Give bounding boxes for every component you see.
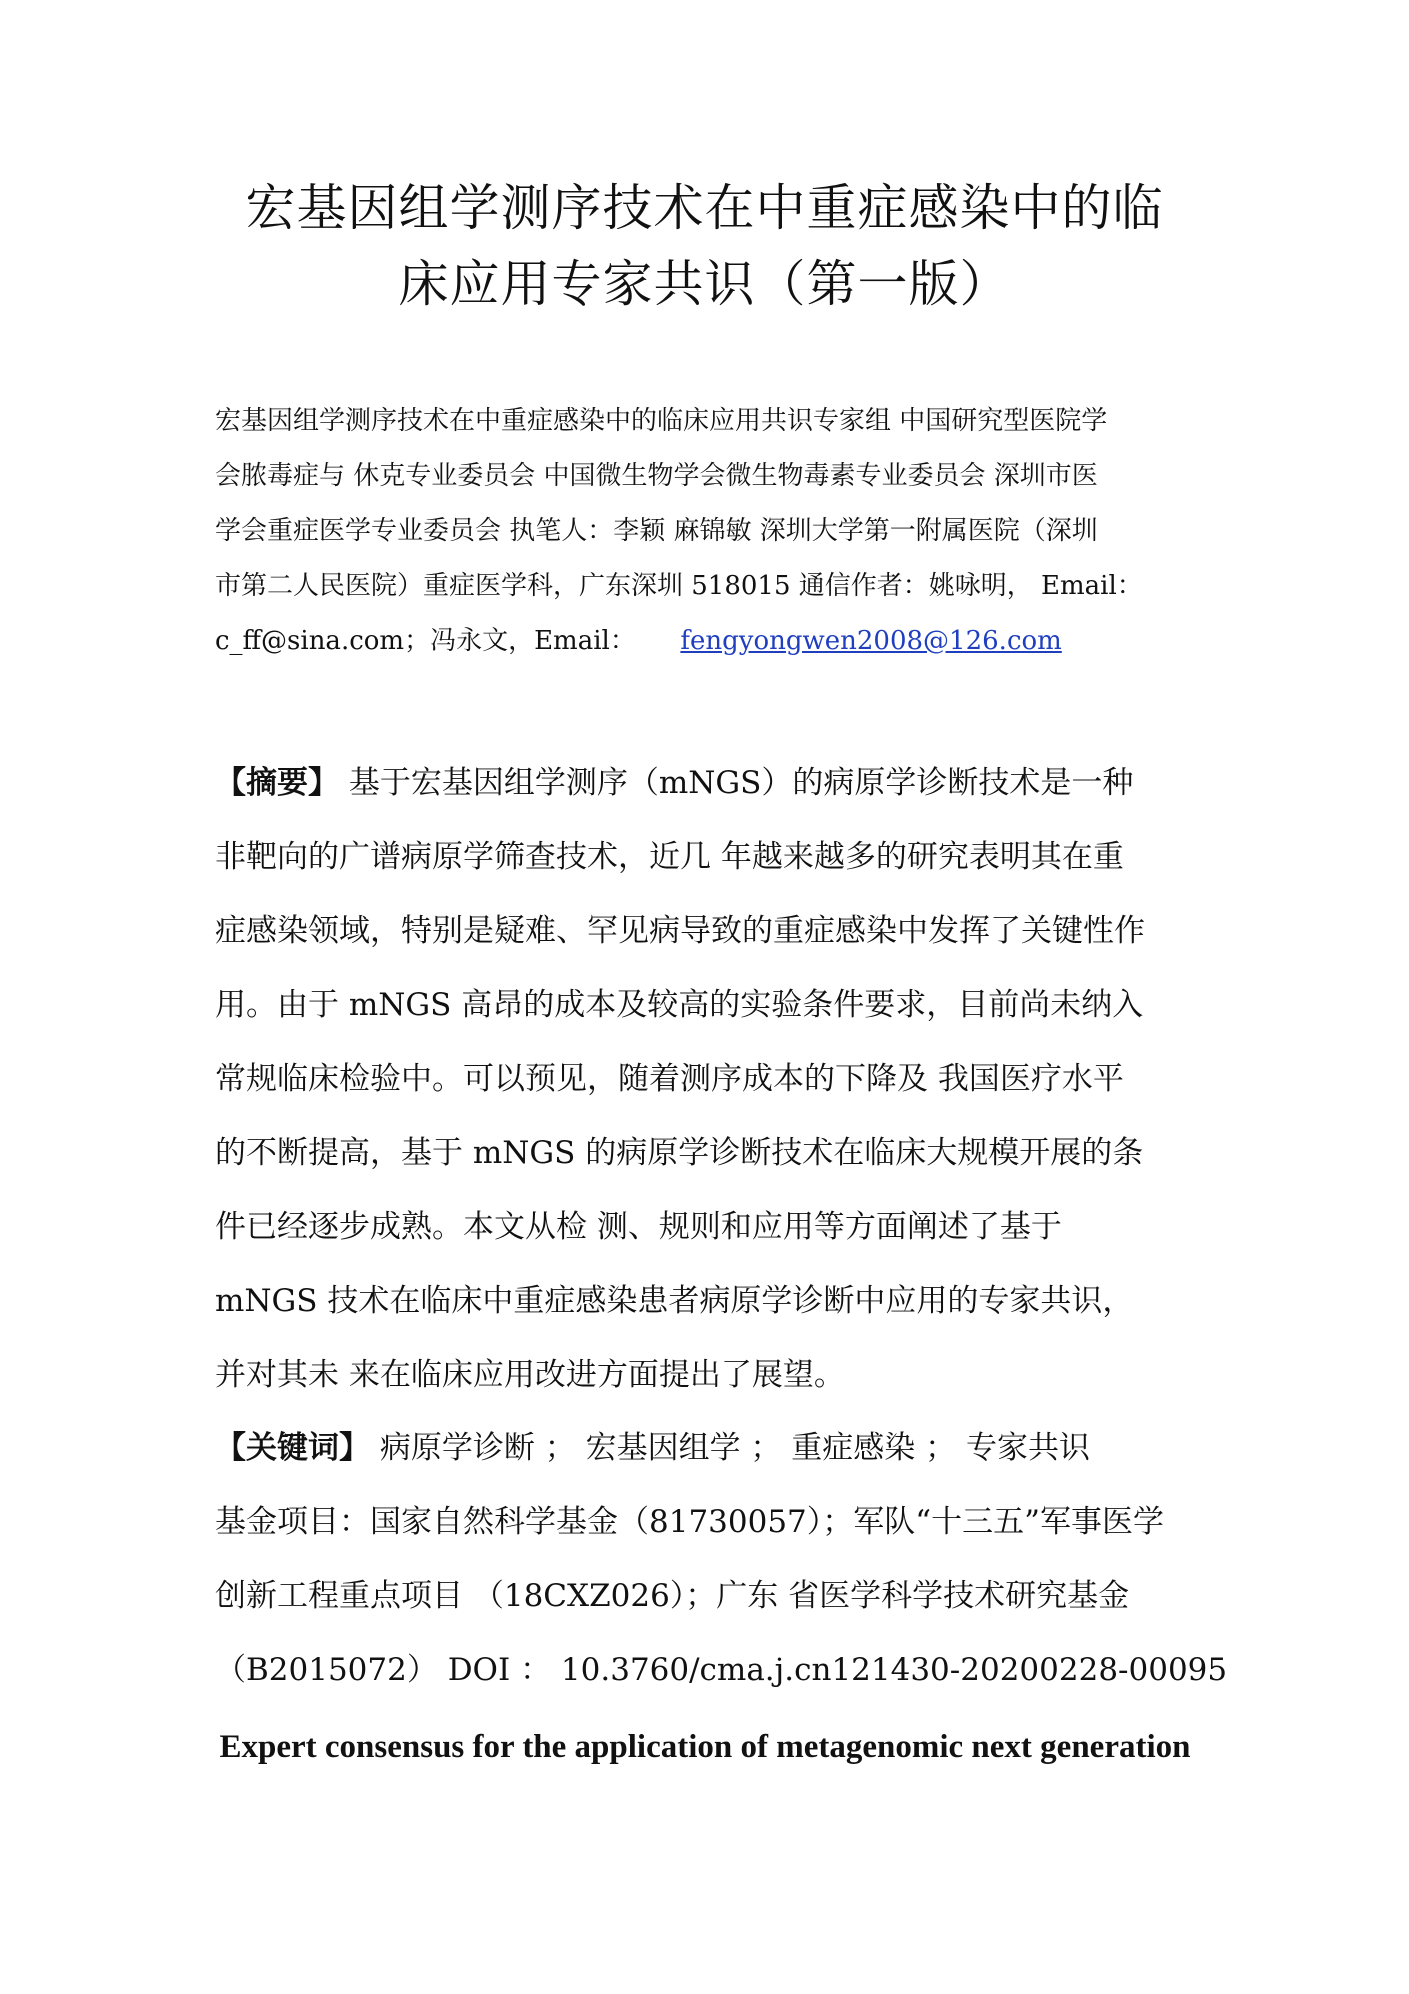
abstract-line-6: 的不断提高，基于 mNGS 的病原学诊断技术在临床大规模开展的条: [215, 1135, 1144, 1171]
abstract-text: 基于宏基因组学测序（mNGS）的病原学诊断技术是一种: [348, 765, 1134, 801]
english-title: Expert consensus for the application of metagenomic next generation: [219, 1729, 1191, 1765]
keywords-line: [215, 1428, 1205, 1468]
abstract-line-4: 用。由于 mNGS 高昂的成本及较高的实验条件要求，目前尚未纳入: [215, 987, 1144, 1023]
funding-line-2: 创新工程重点项目 （18CXZ026）；广东 省医学科学技术研究基金: [215, 1578, 1130, 1614]
abstract-line-8: mNGS 技术在临床中重症感染患者病原学诊断中应用的专家共识，: [215, 1283, 1134, 1319]
document-title-line-2: 床应用专家共识（第一版）: [398, 255, 1011, 313]
contact-email-text: c_ff@sina.com；冯永文，Email：: [215, 626, 636, 656]
abstract-line-9: 并对其未 来在临床应用改进方面提出了展望。: [215, 1357, 845, 1393]
abstract-line-1: [215, 763, 1205, 803]
abstract-line-2: 非靶向的广谱病原学筛查技术，近几 年越来越多的研究表明其在重: [215, 839, 1124, 875]
author-info-line-2: 会脓毒症与 休克专业委员会 中国微生物学会微生物毒素专业委员会 深圳市医: [215, 461, 1098, 491]
funding-line-1: 基金项目：国家自然科学基金（81730057）；军队“十三五”军事医学: [215, 1504, 1164, 1540]
keywords-text: 病原学诊断 ； 宏基因组学 ； 重症感染 ； 专家共识: [379, 1430, 1090, 1466]
abstract-line-7: 件已经逐步成熟。本文从检 测、规则和应用等方面阐述了基于: [215, 1209, 1062, 1245]
abstract-label: 【摘要】: [215, 765, 339, 801]
funding-doi-line: （B2015072） DOI ： 10.3760/cma.j.cn121430-20200228-00095: [215, 1652, 1228, 1688]
keywords-label: 【关键词】: [215, 1430, 370, 1466]
document-title-line-1: 宏基因组学测序技术在中重症感染中的临: [245, 179, 1164, 237]
author-info-line-5: [215, 624, 1205, 658]
email-link[interactable]: fengyongwen2008@126.com: [680, 626, 1062, 656]
author-info-line-1: 宏基因组学测序技术在中重症感染中的临床应用共识专家组 中国研究型医院学: [215, 406, 1108, 436]
abstract-line-3: 症感染领域，特别是疑难、罕见病导致的重症感染中发挥了关键性作: [215, 913, 1145, 949]
author-info-line-4: 市第二人民医院）重症医学科，广东深圳 518015 通信作者：姚咏明， Email：: [215, 571, 1143, 601]
abstract-line-5: 常规临床检验中。可以预见，随着测序成本的下降及 我国医疗水平: [215, 1061, 1124, 1097]
author-info-line-3: 学会重症医学专业委员会 执笔人：李颖 麻锦敏 深圳大学第一附属医院（深圳: [215, 516, 1098, 546]
